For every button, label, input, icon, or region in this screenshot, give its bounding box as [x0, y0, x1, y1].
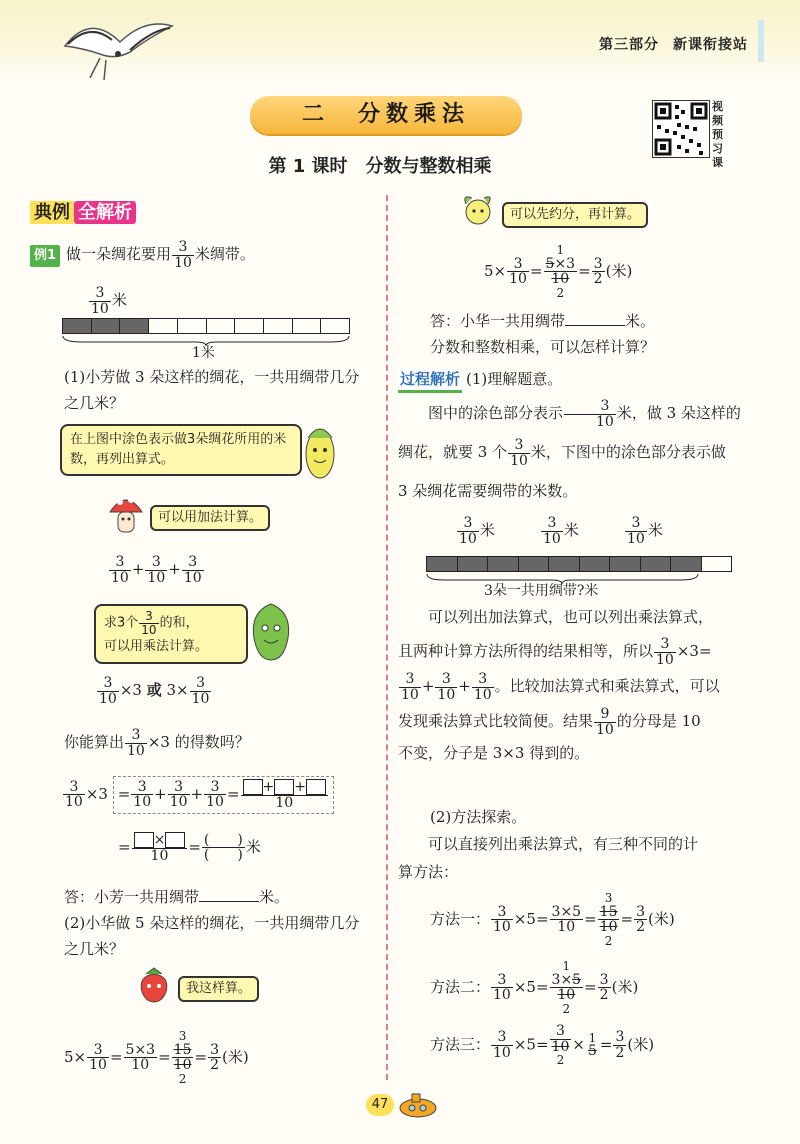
corner-bar: [758, 20, 764, 62]
question-2: (2)小华做 5 朵这样的绸花，一共用绸带几分之几米？: [64, 914, 360, 958]
hint-bubble-2: 可以用加法计算。: [150, 505, 270, 531]
answer-1: 答：小芳一共用绸带 米。: [64, 888, 290, 906]
header-section-info: [585, 34, 748, 54]
calc-steps-2: = $\frac{\times}{10}$ = $\frac{( )}{( )}$ 米: [118, 831, 261, 864]
answer-2-blank[interactable]: [565, 313, 625, 326]
sprout-character: [458, 192, 500, 232]
calc-5-right: 5× $\frac{3}{10}$ = 1 5×3 10 2 = $\frac{3}{2}$ (米): [484, 243, 633, 300]
submarine-icon: [396, 1090, 440, 1120]
bar-top-label: $\frac{3}{10}$ 米: [91, 285, 127, 317]
answer-1-blank[interactable]: [199, 889, 259, 902]
page-number: 47: [366, 1094, 394, 1116]
column-divider: [386, 195, 388, 1080]
example-1: 例1 做一朵绸花要用 $\frac{3}{10}$ 米绸带。: [30, 240, 255, 270]
qr-code-icon[interactable]: [652, 100, 710, 158]
method-intro: 可以直接列出乘法算式，有三种不同的计 算方法：: [398, 835, 699, 881]
chapter-title: 二 分数乘法: [250, 96, 522, 134]
method-1: 方法一： $\frac{3}{10}$ ×5= $\frac{3\times 5}{10}$ = 3 15 10 2 = $\frac{3}{2}$ (米): [430, 891, 675, 948]
calc-5-left: 5× $\frac{3}{10}$ = $\frac{5\times 3}{10}$ = 3 15 10 2 = $\frac{3}{2}$ (米): [64, 1029, 249, 1086]
hint-bubble-5: 可以先约分，再计算。: [502, 202, 648, 228]
ask-line: 你能算出 $\frac{3}{10}$ ×3 的得数吗？: [64, 727, 250, 759]
strawberry-character: [136, 966, 172, 1004]
ribbon-bar-2: [426, 556, 732, 572]
addition-expr: $\frac{3}{10}$ + $\frac{3}{10}$ + $\frac{3}{10}$: [111, 554, 202, 586]
mushroom-character: [106, 490, 146, 538]
seagull-illustration: [60, 8, 180, 86]
analysis-paragraph-2: 可以列出加法算式，也可以列出乘法算式， 且两种计算方法所得的结果相等，所以 $\frac{3}{10}$ ×3= $\frac{3}{10}$ + $\frac{3}{10}$ + $\frac{3}{10}$ 。比较加法算式和乘法算式，可以 发现乘法算式比较简便。结果 $\frac{9}{10}$ 的分母是 10 不变，分子是 3×3 得到的。: [398, 608, 720, 762]
qr-label: 视 频 预 习 课: [712, 100, 723, 169]
method-question: 分数和整数相乘，可以怎样计算？: [430, 338, 656, 356]
header-column: 新课衔接站: [673, 37, 748, 53]
ribbon-bar-1: [62, 318, 350, 334]
section-banner: 典例 全解析: [30, 198, 136, 224]
corn-character: [298, 420, 342, 486]
hint-bubble-3: 求3个 $\frac{3}{10}$ 的和， 可以用乘法计算。: [94, 604, 248, 664]
bar2-label-1: $\frac{3}{10}$ 米: [459, 515, 495, 547]
question-1: (1)小芳做 3 朵这样的绸花，一共用绸带几分之几米？: [64, 368, 360, 412]
multiply-expr: $\frac{3}{10}$ ×3 或 3× $\frac{3}{10}$: [99, 675, 210, 707]
analysis-tag: 过程解析: [398, 368, 462, 393]
bar-bottom-label: 1米: [192, 345, 215, 361]
method-3: 方法三： $\frac{3}{10}$ ×5= 3 10 2 × 1 5 = $\frac{3}{2}$ (米): [430, 1023, 655, 1068]
answer-2: 答：小华一共用绸带 米。: [430, 312, 656, 330]
method-2: 方法二： $\frac{3}{10}$ ×5= 1 3×5 10 2 = $\frac{3}{2}$ (米): [430, 959, 639, 1016]
pepper-character: [248, 598, 294, 664]
header-section: 第三部分: [599, 37, 659, 53]
hint-bubble-1: 在上图中涂色表示做3朵绸花所用的米数，再列出算式。: [60, 424, 302, 476]
method-explore: (2)方法探索。: [430, 808, 527, 826]
hint-bubble-4: 我这样算。: [178, 976, 259, 1002]
analysis-line: 过程解析 (1)理解题意。: [398, 368, 562, 393]
analysis-paragraph-1: 图中的涂色部分表示 $\frac{3}{10}$ 米，做 3 朵这样的 绸花，就要 3 个 $\frac{3}{10}$ 米，下图中的涂色部分表示做 3 朵绸花需要绸带的米数。: [398, 397, 741, 501]
bar2-bottom-label: 3朵一共用绸带?米: [484, 583, 599, 599]
example-tag: 例1: [30, 245, 60, 267]
bar2-label-3: $\frac{3}{10}$ 米: [627, 515, 663, 547]
calc-steps-1: $\frac{3}{10}$ ×3 = $\frac{3}{10}$ + $\frac{3}{10}$ + $\frac{3}{10}$ = $\frac{+ +}{10}$: [62, 776, 334, 814]
bar2-label-2: $\frac{3}{10}$ 米: [543, 515, 579, 547]
lesson-subtitle: 第 1 课时 分数与整数相乘: [268, 156, 492, 177]
